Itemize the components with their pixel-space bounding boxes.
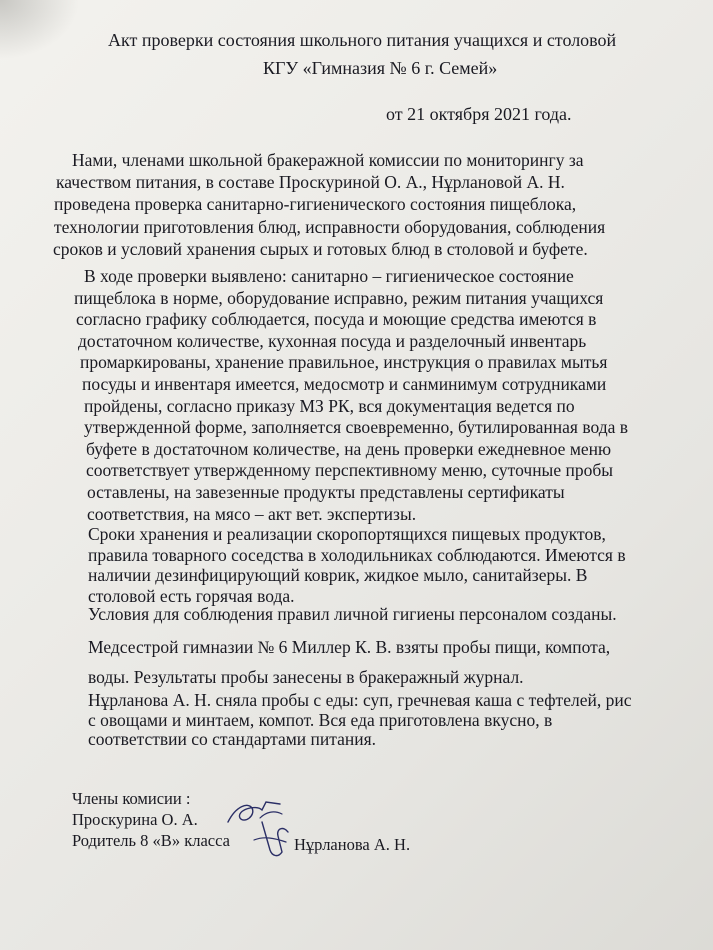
text-line: наличии дезинфицирующий коврик, жидкое мыло, санитайзеры. В [88, 565, 588, 585]
signature-member-1: Проскурина О. А. [72, 810, 198, 829]
text-line: промаркированы, хранение правильное, инструкция о правилах мытья [80, 352, 608, 373]
text-line: согласно графику соблюдается, посуда и моющие средства имеются в [76, 309, 597, 330]
text-line: Сроки хранения и реализации скоропортящихся пищевых продуктов, [88, 524, 606, 544]
text-line: буфете в достаточном количестве, на день проверки ежедневное меню [86, 438, 612, 459]
paragraph-tasting [88, 690, 631, 749]
signatures-heading: Члены комисии : [72, 789, 191, 808]
text-line: утвержденной форме, заполняется своевременно, бутилированная вода в [84, 417, 629, 438]
text-line: соответствия, на мясо – акт вет. экспертизы. [87, 503, 417, 524]
title-line-1: Акт проверки состояния школьного питания учащихся и столовой [108, 30, 617, 50]
document-date: от 21 октября 2021 года. [386, 104, 572, 124]
title-line-2: КГУ «Гимназия № 6 г. Семей» [263, 58, 498, 78]
text-line: столовой есть горячая вода. [88, 585, 295, 606]
paragraph-hygiene: Условия для соблюдения правил личной гигиены персоналом созданы. [88, 604, 617, 624]
text-line: проведена проверка санитарно-гигиенического состояния пищеблока, [54, 194, 577, 214]
text-line: достаточном количестве, кухонная посуда и разделочный инвентарь [78, 330, 587, 351]
text-line: качеством питания, в составе Проскуриной О. А., Нұрлановой А. Н. [56, 171, 565, 192]
text-line: Нами, членами школьной бракеражной комиссии по мониторингу за [72, 150, 584, 170]
handwritten-signature-2 [248, 816, 298, 864]
text-line: В ходе проверки выявлено: санитарно – гигиеническое состояние [84, 266, 574, 286]
text-line: с овощами и минтаем, компот. Вся еда приготовлена вкусно, в [88, 709, 553, 730]
text-line: посуды и инвентаря имеется, медосмотр и санминимум сотрудниками [82, 373, 607, 394]
paragraph-samples-line-2: воды. Результаты пробы занесены в бракеражный журнал. [88, 667, 524, 687]
paragraph-commission [50, 150, 605, 262]
text-line: пройдены, согласно приказу МЗ РК, вся документация ведется по [84, 395, 575, 416]
signatures-block [72, 788, 230, 851]
text-line: технологии приготовления блюд, исправности оборудования, соблюдения [54, 216, 606, 237]
text-line: пищеблока в норме, оборудование исправно, режим питания учащихся [74, 287, 604, 308]
signature-member-2-role: Родитель 8 «В» класса [72, 831, 230, 850]
paragraph-findings [60, 266, 628, 525]
signature-member-2-name: Нұрланова А. Н. [294, 835, 411, 854]
text-line: сроков и условий хранения сырых и готовых блюд в столовой и буфете. [53, 239, 588, 259]
text-line: Нұрланова А. Н. сняла пробы с еды: суп, гречневая каша с тефтелей, рис [88, 690, 632, 710]
text-line: оставлены, на завезенные продукты представлены сертификаты [87, 481, 565, 502]
paragraph-storage [88, 524, 626, 606]
text-line: правила товарного соседства в холодильниках соблюдаются. Имеются в [88, 544, 626, 565]
text-line: соответствует утвержденному перспективному меню, суточные пробы [86, 460, 613, 481]
text-line: соответствии со стандартами питания. [88, 729, 377, 749]
paragraph-samples-line-1: Медсестрой гимназии № 6 Миллер К. В. взяты пробы пищи, компота, [88, 637, 611, 657]
